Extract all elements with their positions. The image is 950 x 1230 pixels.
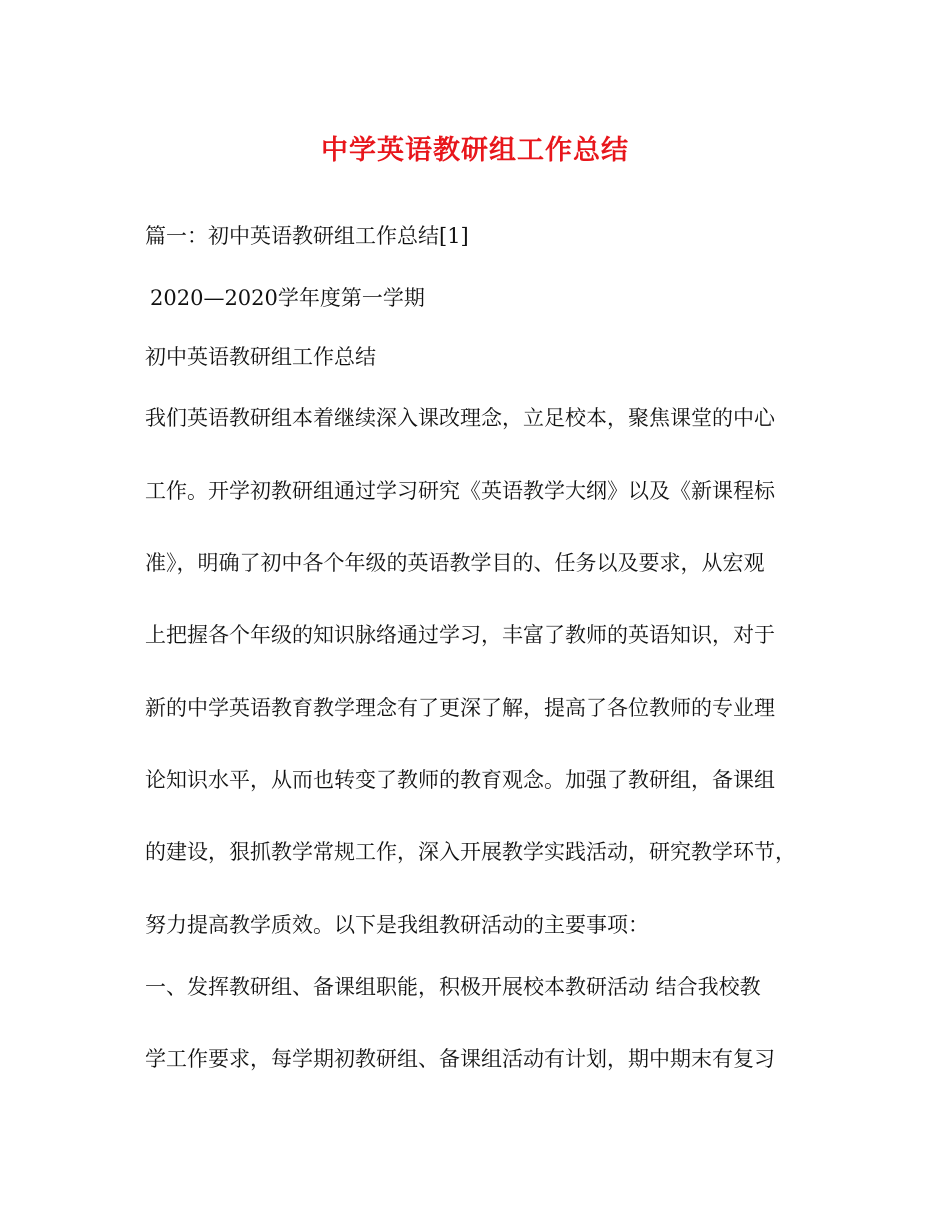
body-line-6: 论知识水平，从而也转变了教师的教育观念。加强了教研组，备课组: [145, 768, 775, 792]
body-line-9: 一、发挥教研组、备课组职能，积极开展校本教研活动 结合我校教: [145, 975, 761, 999]
body-line-8: 努力提高教学质效。以下是我组教研活动的主要事项：: [145, 913, 649, 937]
subtitle-line: 初中英语教研组工作总结: [145, 345, 376, 369]
body-line-10: 学工作要求，每学期初教研组、备课组活动有计划，期中期末有复习: [145, 1047, 775, 1071]
body-line-4: 上把握各个年级的知识脉络通过学习，丰富了教师的英语知识，对于: [145, 623, 775, 647]
body-line-2: 工作。开学初教研组通过学习研究《英语教学大纲》以及《新课程标: [145, 479, 775, 503]
section-heading: 篇一：初中英语教研组工作总结[1]: [145, 224, 469, 248]
document-title: 中学英语教研组工作总结: [321, 135, 629, 166]
body-line-5: 新的中学英语教育教学理念有了更深了解，提高了各位教师的专业理: [145, 696, 775, 720]
body-line-3: 准》，明确了初中各个年级的英语教学目的、任务以及要求，从宏观: [145, 551, 765, 575]
body-line-7: 的建设，狠抓教学常规工作，深入开展教学实践活动，研究教学环节，: [145, 840, 796, 864]
school-year-line: 2020—2020学年度第一学期: [150, 286, 425, 310]
body-line-1: 我们英语教研组本着继续深入课改理念，立足校本，聚焦课堂的中心: [145, 406, 775, 430]
